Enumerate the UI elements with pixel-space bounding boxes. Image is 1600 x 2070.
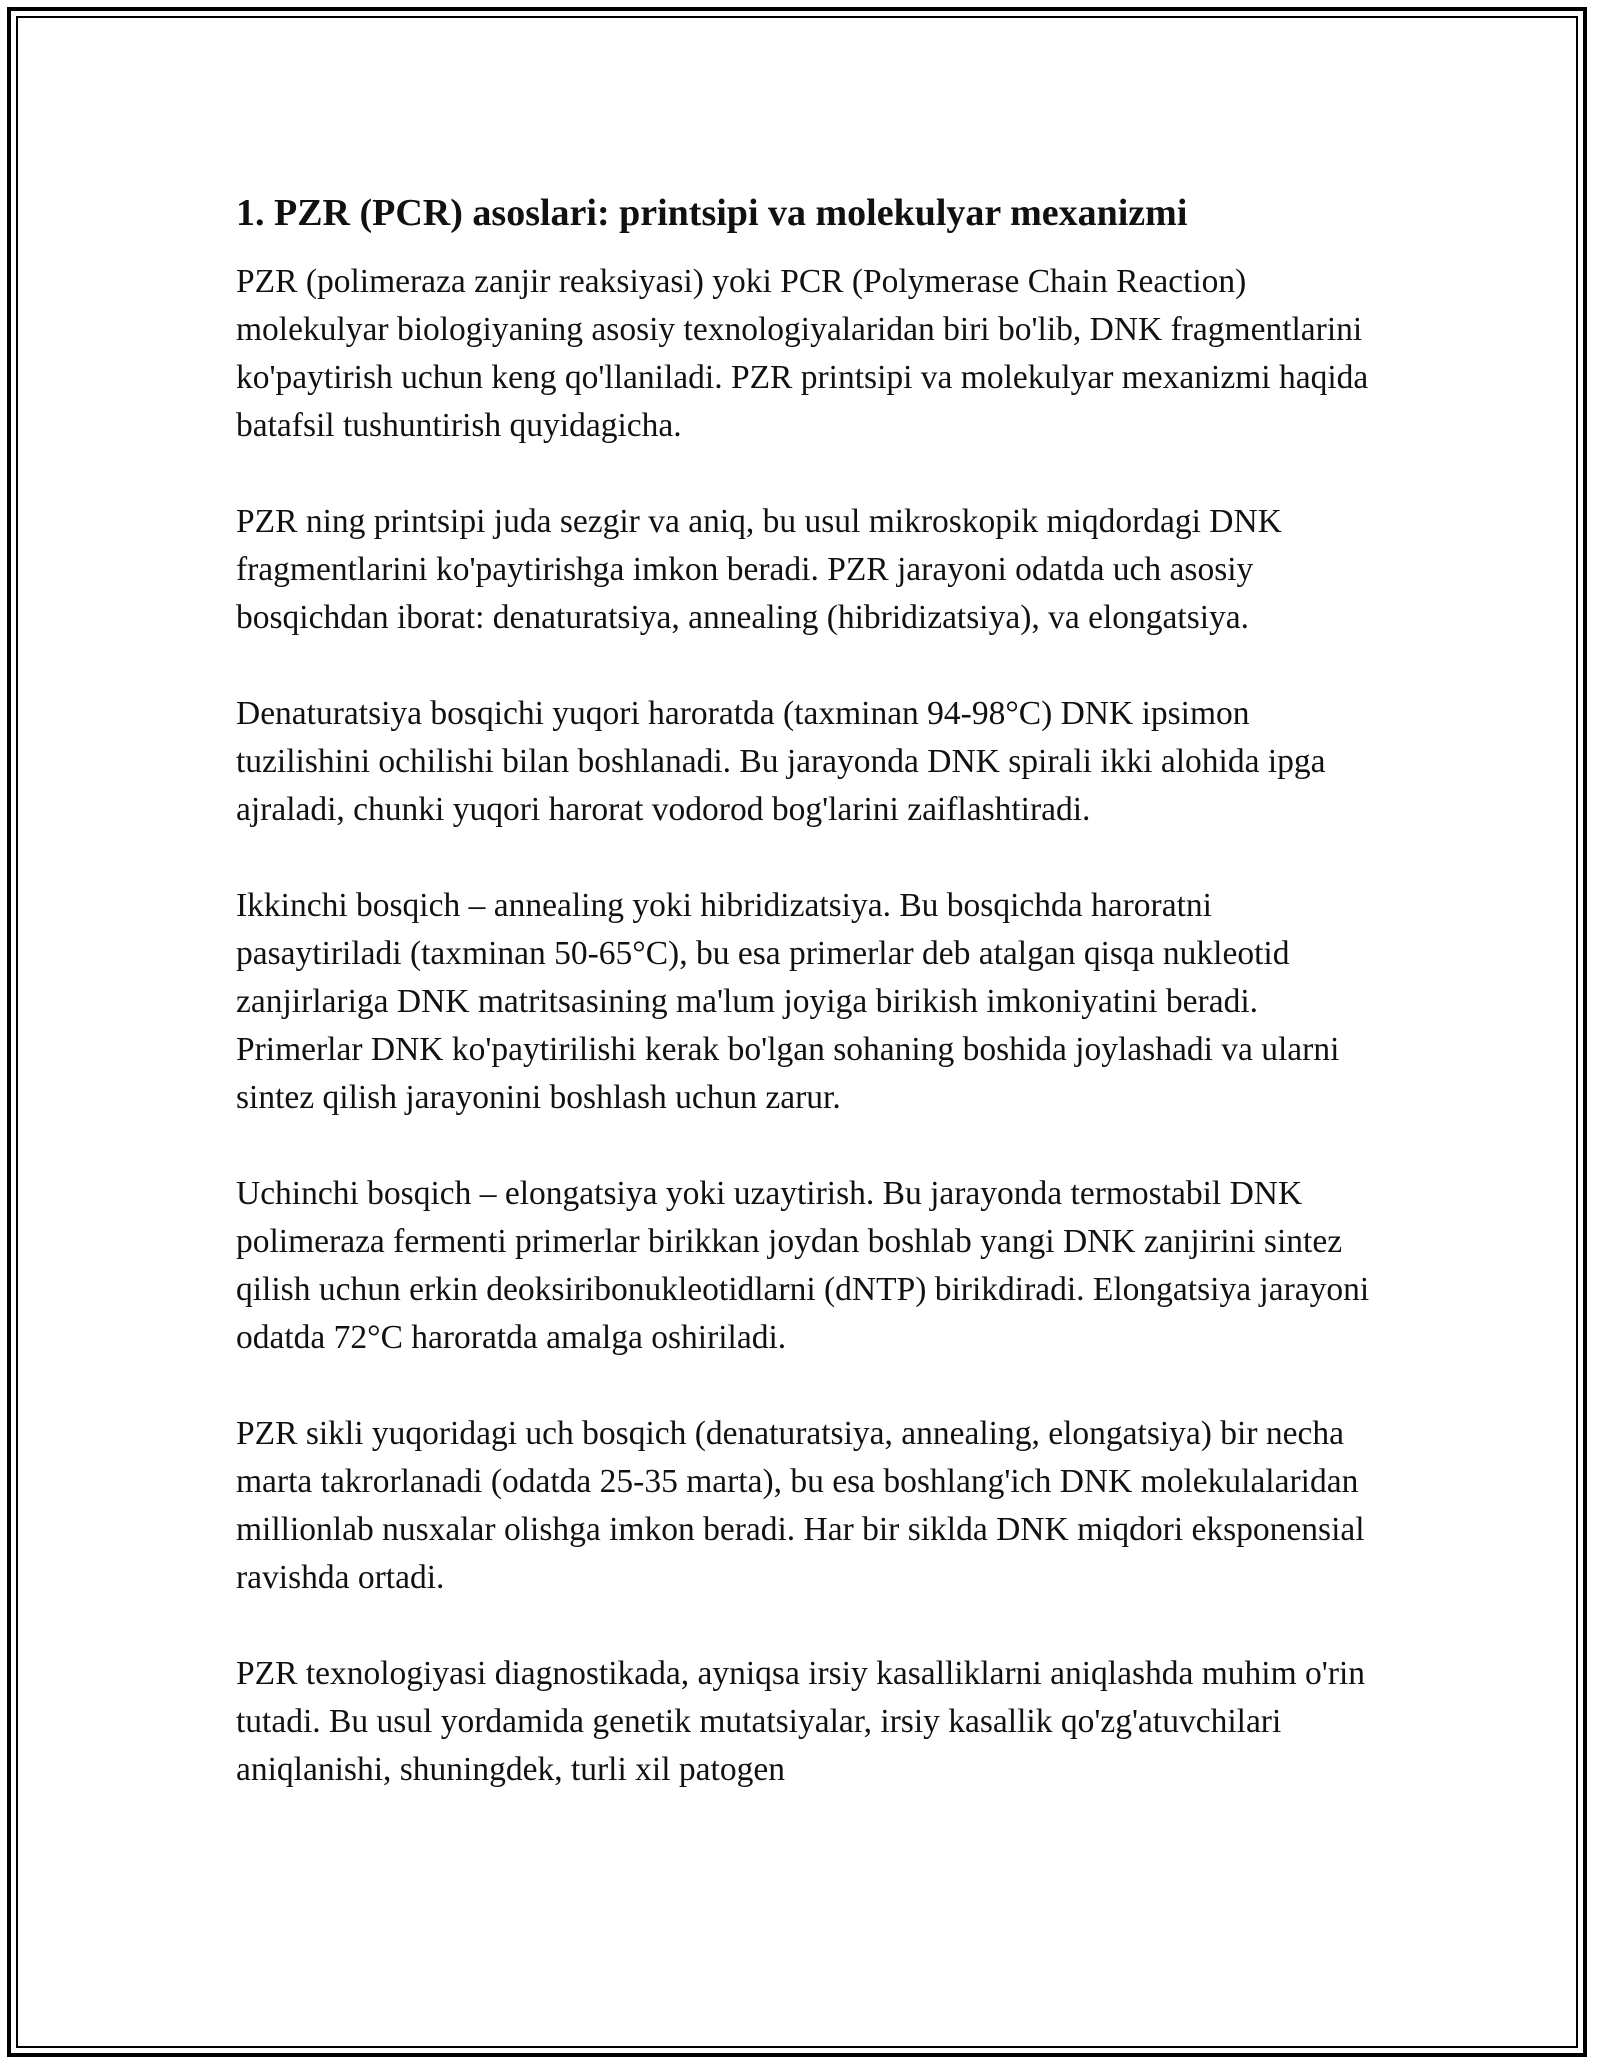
paragraph-annealing: Ikkinchi bosqich – annealing yoki hibridizatsiya. Bu bosqichda haroratni pasaytiriladi (taxminan 50-65°C), bu esa primerlar deb atalgan qisqa nukleotid zanjirlariga DNK matritsasining ma'lum joyiga birikish imkoniyatini beradi. Primerlar DNK ko'paytirilishi kerak bo'lgan sohaning boshida joylashadi va ularni sintez qilish jarayonini boshlash uchun zarur. <box>236 887 1340 1116</box>
section-heading: 1. PZR (PCR) asoslari: printsipi va molekulyar mexanizmi <box>236 192 1188 234</box>
paragraph-elongation: Uchinchi bosqich – elongatsiya yoki uzaytirish. Bu jarayonda termostabil DNK polimeraza fermenti primerlar birikkan joydan boshlab yangi DNK zanjirini sintez qilish uchun erkin deoksiribonukleotidlarni (dNTP) birikdiradi. Elongatsiya jarayoni odatda 72°C haroratda amalga oshiriladi. <box>236 1175 1370 1356</box>
paragraph-diagnostics: PZR texnologiyasi diagnostikada, ayniqsa irsiy kasalliklarni aniqlashda muhim o'rin tutadi. Bu usul yordamida genetik mutatsiyalar, irsiy kasallik qo'zg'atuvchilari aniqlanishi, shuningdek, turli xil patogen <box>236 1655 1366 1788</box>
paragraph-cycle: PZR sikli yuqoridagi uch bosqich (denaturatsiya, annealing, elongatsiya) bir necha marta takrorlanadi (odatda 25-35 marta), bu esa boshlang'ich DNK molekulalaridan millionlab nusxalar olishga imkon beradi. Har bir siklda DNK miqdori eksponensial ravishda ortadi. <box>236 1415 1365 1596</box>
paragraph-denaturation: Denaturatsiya bosqichi yuqori haroratda (taxminan 94-98°C) DNK ipsimon tuzilishini ochilishi bilan boshlanadi. Bu jarayonda DNK spirali ikki alohida ipga ajraladi, chunki yuqori harorat vodorod bog'larini zaiflashtiradi. <box>236 695 1326 828</box>
paragraph-principle: PZR ning printsipi juda sezgir va aniq, bu usul mikroskopik miqdordagi DNK fragmentlarini ko'paytirishga imkon beradi. PZR jarayoni odatda uch asosiy bosqichdan iborat: denaturatsiya, annealing (hibridizatsiya), va elongatsiya. <box>236 503 1282 636</box>
document-body <box>236 186 1376 1842</box>
paragraph-intro: PZR (polimeraza zanjir reaksiyasi) yoki PCR (Polymerase Chain Reaction) molekulyar biologiyaning asosiy texnologiyalaridan biri bo'lib, DNK fragmentlarini ko'paytirish uchun keng qo'llaniladi. PZR printsipi va molekulyar mexanizmi haqida batafsil tushuntirish quyidagicha. <box>236 263 1369 444</box>
